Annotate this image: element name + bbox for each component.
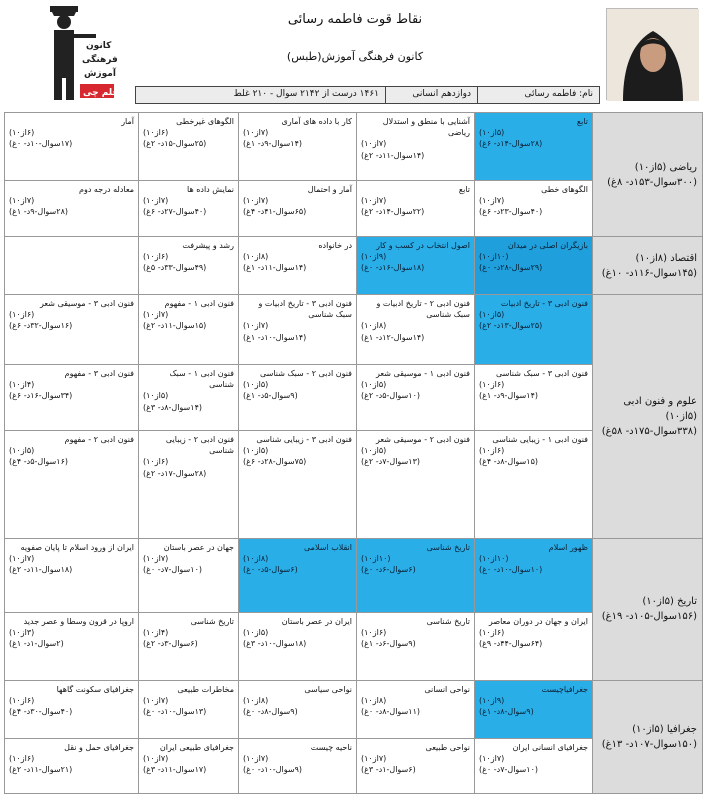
topic-score: (۷از۱۰): [479, 753, 505, 763]
topic-name: رشد و پیشرفت: [182, 241, 234, 250]
topic-score: (۵از۱۰): [9, 446, 35, 456]
table-row: [5, 295, 703, 365]
topic-cell: [475, 538, 593, 612]
topic-name: آمار و احتمال: [307, 185, 352, 194]
topic-stats: (۱۰سوال-۷د- ۰غ): [143, 565, 202, 575]
student-info-bar: [135, 86, 600, 104]
topic-name: بازیگران اصلی در میدان: [507, 241, 588, 250]
topic-score: (۷از۱۰): [143, 695, 169, 705]
subject-cell: ریاضی (۵از۱۰) (۳۰۰سوال-۱۵۳د- ۸غ): [593, 113, 703, 237]
topic-score: (۱۰از۱۰): [479, 553, 509, 563]
topic-stats: (۱۸سوال-۱۱د- ۲غ): [9, 565, 73, 575]
topic-name: مخاطرات طبیعی: [177, 684, 234, 694]
topic-stats: (۱۴سوال-۹د- ۱غ): [243, 139, 302, 149]
topic-name: جغرافیای سکونت گاهها: [56, 684, 134, 694]
topic-cell: [5, 295, 139, 365]
topic-cell: [357, 295, 475, 365]
topic-name: فنون ادبی ۳ - زیبایی شناسی: [256, 435, 352, 444]
topic-stats: (۲۱سوال-۱۱د- ۲غ): [9, 765, 73, 775]
topic-cell: [239, 738, 357, 793]
topic-score: (۱۰از۱۰): [361, 553, 391, 563]
topic-cell: [239, 113, 357, 181]
topic-stats: (۹سوال-۱۰د- ۰غ): [243, 765, 302, 775]
topic-name: تابع: [576, 117, 588, 126]
topic-name: فنون ادبی ۱ - مفهوم: [164, 299, 234, 308]
logo-word-3: آموزش: [84, 69, 116, 79]
topic-score: (۶از۱۰): [143, 252, 169, 262]
topic-stats: (۹سوال-۶د- ۱غ): [361, 639, 416, 649]
student-stats: ۱۴۶۱ درست از ۲۱۴۲ سوال - ۲۱۰ غلط: [233, 89, 379, 99]
topic-stats: (۲۸سوال-۱۷د- ۲غ): [143, 468, 207, 478]
topic-cell: [475, 738, 593, 793]
topic-cell: [357, 680, 475, 738]
topic-stats: (۱۷سوال-۱۱د- ۳غ): [143, 765, 207, 775]
topic-score: (۵از۱۰): [143, 391, 169, 401]
topic-score: (۸از۱۰): [243, 553, 269, 563]
topic-cell: [139, 365, 239, 431]
topic-cell: [475, 365, 593, 431]
topic-score: (۹از۱۰): [361, 252, 387, 262]
topic-cell: [357, 181, 475, 237]
topic-score: (۷از۱۰): [361, 139, 387, 149]
topic-score: (۹از۱۰): [479, 695, 505, 705]
topic-cell: [357, 738, 475, 793]
topic-stats: (۲۲سوال-۱۴د- ۲غ): [361, 207, 425, 217]
topic-name: کار با داده های آماری: [281, 117, 352, 126]
topic-score: (۳از۱۰): [9, 627, 35, 637]
topic-name: جغرافیای انسانی ایران: [512, 742, 588, 752]
topic-name: نمایش داده ها: [187, 185, 234, 194]
topic-name: نواحی انسانی: [424, 684, 470, 694]
topic-cell: [239, 365, 357, 431]
topic-score: (۵از۱۰): [479, 310, 505, 320]
topic-score: (۶از۱۰): [9, 310, 35, 320]
topic-cell: [5, 431, 139, 539]
student-name: نام: فاطمه رسائی: [477, 87, 599, 103]
topic-score: (۶از۱۰): [479, 380, 505, 390]
topic-stats: (۶سوال-۶د- ۰غ): [361, 565, 416, 575]
topic-score: (۶از۱۰): [143, 457, 169, 467]
topic-stats: (۳۴سوال-۱۶د- ۶غ): [9, 391, 73, 401]
topic-name: الگوهای خطی: [541, 185, 588, 194]
logo-word-4: قلم چی: [83, 88, 119, 98]
topic-cell: [5, 365, 139, 431]
topic-stats: (۱۳سوال-۱۰د- ۰غ): [143, 707, 207, 717]
topic-name: ظهور اسلام: [548, 542, 588, 552]
topic-stats: (۷۵سوال-۲۸د- ۶غ): [243, 457, 307, 467]
topic-cell: [139, 181, 239, 237]
topic-stats: (۱۰سوال-۷د- ۰غ): [479, 765, 538, 775]
topic-stats: (۱۴سوال-۱۱د- ۱غ): [243, 263, 307, 273]
topic-name: تاریخ شناسی: [426, 542, 470, 552]
topic-name: نواحی سیاسی: [304, 684, 352, 694]
topic-name: انقلاب اسلامی: [304, 542, 352, 552]
table-row: [5, 237, 703, 295]
subject-cell: تاریخ (۵از۱۰) (۱۵۶سوال-۱۰۵د- ۱۹غ): [593, 538, 703, 680]
topic-stats: (۴۰سوال-۲۷د- ۶غ): [143, 207, 207, 217]
topic-score: (۷از۱۰): [143, 310, 169, 320]
topic-stats: (۲۸سوال-۱۴د- ۶غ): [479, 139, 543, 149]
topic-score: (۷از۱۰): [361, 196, 387, 206]
topic-name: فنون ادبی ۳ - تاریخ ادبیات: [500, 299, 588, 308]
topic-name: در خانواده: [318, 241, 352, 250]
logo-word-2: فرهنگی: [82, 55, 118, 65]
topic-cell: [139, 237, 239, 295]
topic-name: فنون ادبی ۳ - موسیقی شعر: [39, 299, 134, 308]
topic-stats: (۲۹سوال-۲۸د- ۰غ): [479, 263, 543, 273]
topic-score: (۷از۱۰): [143, 753, 169, 763]
topic-cell: [239, 181, 357, 237]
topic-stats: (۱۵سوال-۱۱د- ۲غ): [143, 321, 207, 331]
topic-cell: [357, 237, 475, 295]
topic-name: ایران در عصر باستان: [281, 616, 352, 626]
topic-cell: [139, 538, 239, 612]
subject-cell: اقتصاد (۸از۱۰) (۱۴۵سوال-۱۱۶د- ۱۰غ): [593, 237, 703, 295]
topic-cell: [139, 431, 239, 539]
topic-stats: (۱۰سوال-۵د- ۲غ): [361, 391, 420, 401]
topic-score: (۷از۱۰): [9, 553, 35, 563]
topic-name: فنون ادبی ۱ - زیبایی شناسی: [492, 435, 588, 444]
topic-name: آشنایی با منطق و استدلال ریاضی: [382, 117, 470, 138]
topic-cell: [357, 612, 475, 680]
topic-score: (۸از۱۰): [361, 695, 387, 705]
topic-name: فنون ادبی ۳ - سبک شناسی: [495, 369, 588, 378]
topic-name: فنون ادبی ۲ - زیبایی شناسی: [165, 435, 234, 456]
topic-cell: [239, 680, 357, 738]
topic-name: فنون ادبی ۳ - تاریخ ادبیات و سبک شناسی: [258, 299, 352, 320]
topic-score: (۷از۱۰): [243, 128, 269, 138]
topic-name: تاریخ شناسی: [190, 616, 234, 626]
topic-cell: [239, 237, 357, 295]
topic-stats: (۶سوال-۳د- ۲غ): [143, 639, 198, 649]
report-header: [0, 0, 706, 110]
topic-cell: [357, 538, 475, 612]
topic-cell: [239, 538, 357, 612]
topic-cell: [475, 431, 593, 539]
topic-stats: (۶سوال-۵د- ۰غ): [243, 565, 298, 575]
topic-stats: (۱۶سوال-۳۲د- ۶غ): [9, 321, 73, 331]
topic-cell: [5, 680, 139, 738]
topic-name: فنون ادبی ۲ - مفهوم: [64, 435, 134, 444]
topic-score: (۷از۱۰): [243, 196, 269, 206]
topic-name: جغرافیای حمل و نقل: [64, 742, 134, 752]
topic-stats: (۱۴سوال-۱۰د- ۱غ): [243, 332, 307, 342]
topic-cell: [5, 538, 139, 612]
topic-score: (۸از۱۰): [243, 252, 269, 262]
topic-cell: [139, 738, 239, 793]
topic-stats: (۱۸سوال-۱۰د- ۳غ): [243, 639, 307, 649]
student-grade: دوازدهم انسانی: [385, 87, 477, 103]
topic-score: (۴از۱۰): [143, 627, 169, 637]
topic-stats: (۴۰سوال-۳۰د- ۴غ): [9, 707, 73, 717]
subject-cell: جغرافیا (۵از۱۰) (۱۵۰سوال-۱۰۷د- ۱۳غ): [593, 680, 703, 793]
topic-stats: (۱۴سوال-۱۲د- ۱غ): [361, 332, 425, 342]
topic-score: (۵از۱۰): [479, 128, 505, 138]
topic-cell: [5, 612, 139, 680]
topic-score: (۸از۱۰): [243, 695, 269, 705]
table-row: [5, 113, 703, 181]
topic-stats: (۹سوال-۸د- ۰غ): [243, 707, 298, 717]
topic-name: ایران و جهان در دوران معاصر: [488, 616, 588, 626]
topic-score: (۴از۱۰): [9, 380, 35, 390]
topic-stats: (۱۷سوال-۱۰د- ۰غ): [9, 139, 73, 149]
topic-name: آمار: [121, 117, 134, 126]
topic-name: ایران از ورود اسلام تا پایان صفویه: [20, 542, 134, 552]
topic-name: فنون ادبی ۱ - موسیقی شعر: [375, 369, 470, 378]
topic-name: فنون ادبی ۱ - سبک شناسی: [169, 369, 234, 390]
topic-name: فنون ادبی ۲ - تاریخ ادبیات و سبک شناسی: [376, 299, 470, 320]
topic-stats: (۶۵سوال-۴۱د- ۴غ): [243, 207, 307, 217]
topic-stats: (۱۸سوال-۱۶د- ۰غ): [361, 263, 425, 273]
topic-name: فنون ادبی ۲ - سبک شناسی: [259, 369, 352, 378]
topic-cell: [475, 113, 593, 181]
topic-score: (۵از۱۰): [361, 446, 387, 456]
topic-score: (۱۰از۱۰): [479, 252, 509, 262]
topic-score: (۶از۱۰): [9, 695, 35, 705]
table-row: [5, 680, 703, 738]
topic-stats: (۱۱سوال-۸د- ۰غ): [361, 707, 420, 717]
topic-cell: [357, 113, 475, 181]
topic-score: (۷از۱۰): [9, 196, 35, 206]
topic-name: تاریخ شناسی: [426, 616, 470, 626]
topic-name: فنون ادبی ۳ - مفهوم: [64, 369, 134, 378]
topic-cell: [5, 113, 139, 181]
student-photo: [606, 8, 698, 100]
topic-name: اصول انتخاب در کسب و کار: [376, 241, 470, 250]
topic-stats: (۶۴سوال-۴۴د- ۹غ): [479, 639, 543, 649]
topic-name: جغرافیاچیست: [541, 684, 588, 694]
topic-score: (۶از۱۰): [479, 446, 505, 456]
topic-cell: [475, 181, 593, 237]
topic-stats: (۱۴سوال-۸د- ۳غ): [143, 402, 202, 412]
topic-name: الگوهای غیرخطی: [176, 117, 234, 126]
topic-stats: (۹سوال-۸د- ۱غ): [479, 707, 534, 717]
topic-stats: (۱۵سوال-۸د- ۴غ): [479, 457, 538, 467]
topic-cell: [239, 431, 357, 539]
kanoon-logo: [40, 4, 118, 110]
topic-stats: (۱۶سوال-۵د- ۴غ): [9, 457, 68, 467]
topic-stats: (۱۰سوال-۱۰د- ۰غ): [479, 565, 543, 575]
topic-name: ناحیه چیست: [310, 742, 352, 752]
report-subtitle: کانون فرهنگی آموزش(طبس): [286, 50, 424, 63]
topic-name: جهان در عصر باستان: [163, 542, 234, 552]
topic-stats: (۹سوال-۵د- ۱غ): [243, 391, 298, 401]
topic-name: تابع: [458, 185, 470, 194]
topic-cell: [475, 295, 593, 365]
topic-cell: [139, 680, 239, 738]
topic-cell: [5, 738, 139, 793]
topic-stats: (۲۸سوال-۹د- ۱غ): [9, 207, 68, 217]
topic-score: (۷از۱۰): [479, 196, 505, 206]
topic-score: (۵از۱۰): [361, 380, 387, 390]
topic-stats: (۱۴سوال-۹د- ۱غ): [479, 391, 538, 401]
topic-cell: [475, 680, 593, 738]
topic-score: (۶از۱۰): [9, 128, 35, 138]
topic-cell: [357, 365, 475, 431]
topic-name: معادله درجه دوم: [79, 185, 134, 194]
topic-stats: (۱۳سوال-۷د- ۲غ): [361, 457, 420, 467]
topic-cell: [139, 295, 239, 365]
topic-name: نواحی طبیعی: [425, 742, 470, 752]
topic-cell: [139, 113, 239, 181]
topic-stats: (۴۹سوال-۳۳د- ۵غ): [143, 263, 207, 273]
topic-stats: (۴۰سوال-۲۳د- ۶غ): [479, 207, 543, 217]
table-row: [5, 538, 703, 612]
topic-stats: (۲۵سوال-۱۵د- ۲غ): [143, 139, 207, 149]
topic-cell: [239, 612, 357, 680]
strengths-table: [4, 112, 703, 794]
topic-score: (۵از۱۰): [243, 446, 269, 456]
topic-score: (۷از۱۰): [243, 753, 269, 763]
topic-score: (۷از۱۰): [361, 753, 387, 763]
topic-score: (۶از۱۰): [479, 627, 505, 637]
topic-name: فنون ادبی ۲ - موسیقی شعر: [375, 435, 470, 444]
topic-name: اروپا در قرون وسطا و عصر جدید: [23, 616, 134, 626]
topic-score: (۵از۱۰): [243, 627, 269, 637]
topic-stats: (۱۴سوال-۱۱د- ۲غ): [361, 150, 425, 160]
topic-score: (۷از۱۰): [143, 196, 169, 206]
logo-word-1: کانون: [86, 41, 112, 51]
topic-score: (۶از۱۰): [143, 128, 169, 138]
topic-stats: (۶سوال-۱د- ۳غ): [361, 765, 416, 775]
topic-cell: [5, 237, 139, 295]
topic-cell: [357, 431, 475, 539]
subject-cell: علوم و فنون ادبی (۵از۱۰) (۳۳۸سوال-۱۷۵د- ۵۸غ): [593, 295, 703, 539]
topic-cell: [475, 237, 593, 295]
topic-score: (۷از۱۰): [143, 553, 169, 563]
report-title: نقاط قوت فاطمه رسائی: [287, 12, 423, 27]
topic-score: (۷از۱۰): [243, 321, 269, 331]
topic-score: (۶از۱۰): [361, 627, 387, 637]
topic-cell: [139, 612, 239, 680]
topic-cell: [5, 181, 139, 237]
topic-name: جغرافیای طبیعی ایران: [159, 742, 234, 752]
topic-stats: (۲سوال-۱د- ۱غ): [9, 639, 64, 649]
topic-score: (۵از۱۰): [243, 380, 269, 390]
topic-stats: (۲۵سوال-۱۳د- ۲غ): [479, 321, 543, 331]
topic-cell: [239, 295, 357, 365]
topic-cell: [475, 612, 593, 680]
topic-score: (۸از۱۰): [361, 321, 387, 331]
topic-score: (۶از۱۰): [9, 753, 35, 763]
